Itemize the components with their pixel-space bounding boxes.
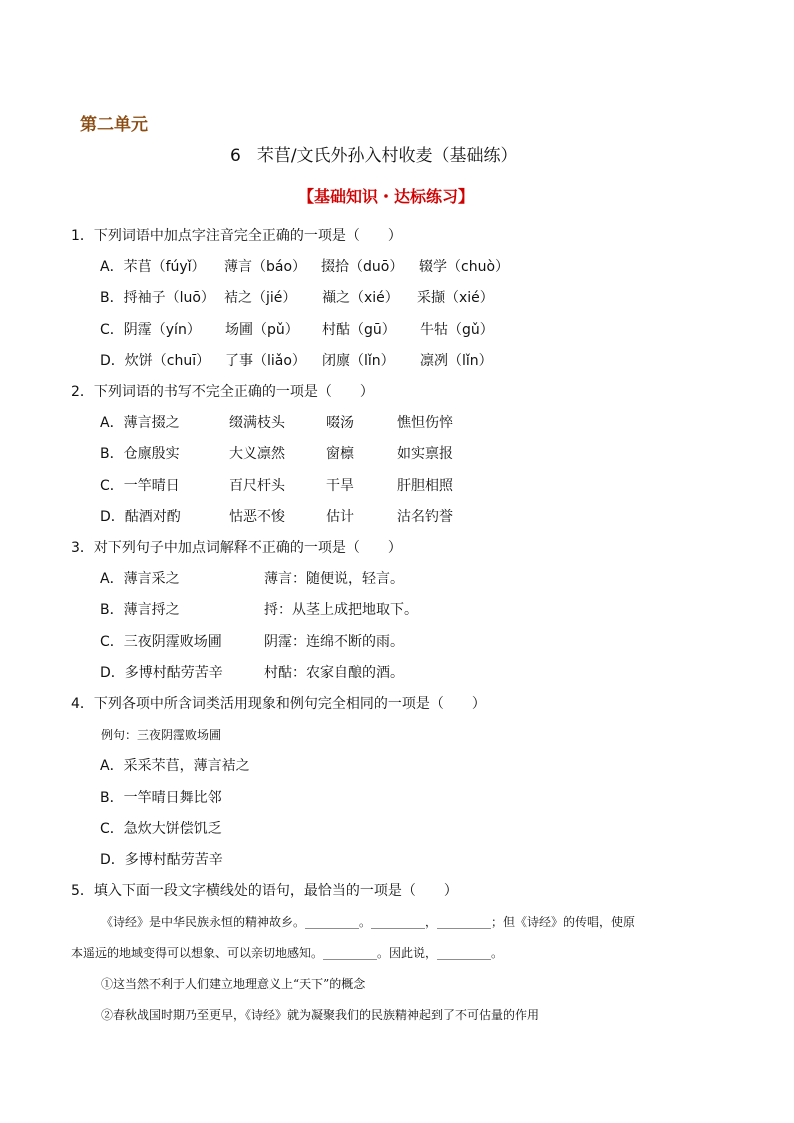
question-4-option-b: B．一竿晴日舞比邻 — [100, 790, 222, 806]
question-1-stem: 1．下列词语中加点字注音完全正确的一项是（ ） — [71, 228, 402, 244]
option-cell: 肝胆相照 — [397, 478, 453, 494]
option-explanation: 薄言：随便说，轻言。 — [264, 571, 404, 587]
option-cell: C．三夜阴霪败场圃 — [100, 634, 222, 650]
option-cell: 百尺杆头 — [229, 478, 285, 494]
question-5-passage-line-2: 本遥远的地域变得可以想象、可以亲切地感知。_________。因此说，_________。 — [71, 946, 504, 960]
lesson-number: 6 — [230, 146, 241, 166]
option-cell: 襭之（xié） — [322, 290, 399, 306]
option-cell: 薄言（báo） — [224, 259, 307, 275]
option-cell: 大义凛然 — [229, 446, 285, 462]
question-5-stem: 5．填入下面一段文字横线处的语句，最恰当的一项是（ ） — [71, 883, 458, 899]
option-cell: A．薄言掇之 — [100, 415, 180, 431]
option-cell: B．薄言捋之 — [100, 602, 180, 618]
lesson-title — [230, 148, 518, 165]
option-cell: C．阴霪（yín） — [100, 322, 201, 338]
option-explanation: 阴霪：连绵不断的雨。 — [264, 634, 404, 650]
option-cell: D．酤酒对酌 — [100, 509, 181, 525]
question-4-stem: 4．下列各项中所含词类活用现象和例句完全相同的一项是（ ） — [71, 696, 486, 712]
option-cell: A．薄言采之 — [100, 571, 180, 587]
option-cell: D．多博村酤劳苦辛 — [100, 665, 223, 681]
option-cell: 辍学（chuò） — [419, 259, 510, 275]
option-cell: 窗檩 — [326, 446, 354, 462]
option-cell: 啜汤 — [326, 415, 354, 431]
option-cell: 如实禀报 — [397, 446, 453, 462]
option-cell: 了事（liǎo） — [225, 353, 306, 369]
option-cell: 掇拾（duō） — [321, 259, 404, 275]
option-cell: C．一竿晴日 — [100, 478, 180, 494]
option-cell: B．捋袖子（luō） — [100, 290, 215, 306]
option-cell: 牛牯（gǔ） — [420, 322, 494, 338]
option-cell: 凛冽（lǐn） — [420, 353, 493, 369]
option-cell: 场圃（pǔ） — [225, 322, 299, 338]
question-5-item-1: ①这当然不利于人们建立地理意义上“天下”的概念 — [101, 977, 366, 991]
question-2-stem: 2．下列词语的书写不完全正确的一项是（ ） — [71, 384, 374, 400]
question-5-item-2: ②春秋战国时期乃至更早，《诗经》就为凝聚我们的民族精神起到了不可估量的作用 — [101, 1008, 540, 1022]
unit-title: 第二单元 — [80, 115, 148, 135]
option-cell: 憔怛伤悴 — [397, 415, 453, 431]
option-cell: 干旱 — [326, 478, 354, 494]
question-4-example: 例句：三夜阴霪败场圃 — [101, 728, 222, 742]
question-3-stem: 3．对下列句子中加点词解释不正确的一项是（ ） — [71, 540, 402, 556]
option-explanation: 捋：从茎上成把地取下。 — [264, 602, 418, 618]
option-cell: 沽名钓誉 — [397, 509, 453, 525]
option-cell: 怙恶不悛 — [229, 509, 285, 525]
option-cell: 估计 — [326, 509, 354, 525]
option-explanation: 村酤：农家自酿的酒。 — [264, 665, 404, 681]
option-cell: 采撷（xié） — [417, 290, 494, 306]
option-cell: 闭廪（lǐn） — [322, 353, 395, 369]
option-cell: D．炊饼（chuī） — [100, 353, 211, 369]
option-cell: 袺之（jié） — [224, 290, 297, 306]
option-cell: 村酤（gū） — [322, 322, 396, 338]
section-banner: 【基础知识・达标练习】 — [298, 187, 475, 206]
question-4-option-c: C．急炊大饼偿饥乏 — [100, 821, 222, 837]
lesson-name: 芣苢/文氏外孙入村收麦（基础练） — [256, 146, 518, 166]
option-cell: A．芣苢（fúyǐ） — [100, 259, 206, 275]
question-4-option-d: D．多博村酤劳苦辛 — [100, 852, 223, 868]
question-4-option-a: A．采采芣苢，薄言袺之 — [100, 758, 250, 774]
question-5-passage-line-1: 《诗经》是中华民族永恒的精神故乡。_________。_________，_________；但《诗经》的传唱，使原 — [101, 915, 636, 929]
option-cell: 缀满枝头 — [229, 415, 285, 431]
option-cell: B．仓廪殷实 — [100, 446, 180, 462]
